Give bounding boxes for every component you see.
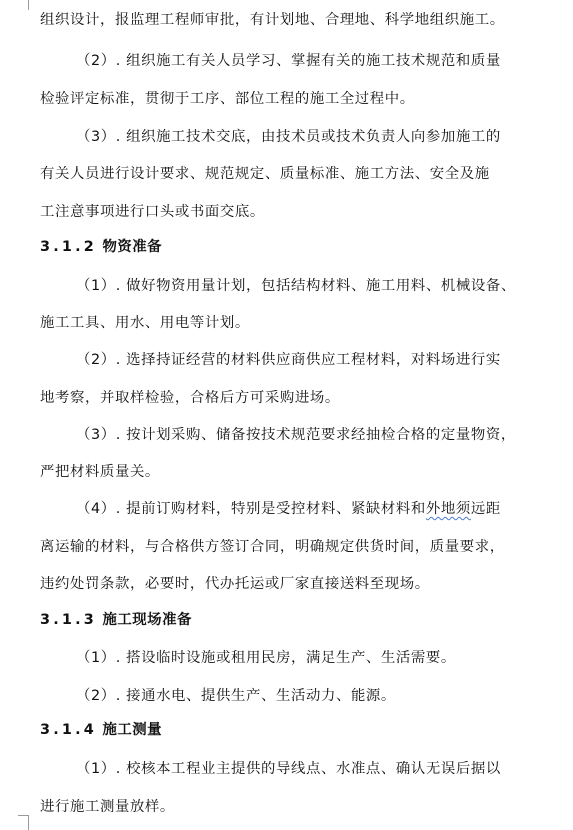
section-number: 3.1.2 — [40, 239, 97, 255]
paragraph-line: （3）. 组织施工技术交底，由技术员或技术负责人向参加施工的 — [76, 129, 501, 145]
spellcheck-flagged-text: 外地须 — [425, 501, 471, 517]
section-number: 3.1.3 — [40, 612, 97, 628]
paragraph-line: （3）. 按计划采购、储备按技术规范要求经抽检合格的定量物资， — [76, 427, 516, 443]
paragraph-line: 地考察，并取样检验，合格后方可采购进场。 — [40, 390, 340, 406]
paragraph-line: （2）. 接通水电、提供生产、生活动力、能源。 — [76, 688, 396, 704]
margin-corner-mark-top — [18, 0, 29, 10]
paragraph-line: 违约处罚条款，必要时，代办托运或厂家直接送料至现场。 — [40, 576, 430, 592]
paragraph-line: 进行施工测量放样。 — [40, 799, 175, 815]
paragraph-line: 有关人员进行设计要求、规范规定、质量标准、施工方法、安全及施 — [40, 166, 490, 182]
section-number: 3.1.4 — [40, 722, 97, 738]
text-run: 远距 — [470, 501, 501, 517]
paragraph-line: 检验评定标准，贯彻于工序、部位工程的施工全过程中。 — [40, 91, 415, 107]
section-title: 物资准备 — [102, 239, 163, 255]
paragraph-line: 施工工具、用水、用电等计划。 — [40, 315, 250, 331]
paragraph-line: （2）. 选择持证经营的材料供应商供应工程材料，对料场进行实 — [76, 352, 501, 368]
section-heading — [40, 237, 162, 257]
paragraph-line: （1）. 做好物资用量计划，包括结构材料、施工用料、机械设备、 — [76, 278, 516, 294]
text-run: （4）. 提前订购材料，特别是受控材料、紧缺材料和 — [76, 501, 426, 517]
paragraph-line: （2）. 组织施工有关人员学习、掌握有关的施工技术规范和质量 — [76, 53, 501, 69]
section-title: 施工现场准备 — [102, 612, 192, 628]
section-heading — [40, 610, 192, 630]
section-title: 施工测量 — [102, 722, 163, 738]
paragraph-line: 离运输的材料，与合格供方签订合同，明确规定供货时间，质量要求， — [40, 539, 505, 555]
paragraph-line: （1）. 搭设临时设施或租用民房，满足生产、生活需要。 — [76, 650, 456, 666]
paragraph-line: 组织设计，报监理工程师审批，有计划地、合理地、科学地组织施工。 — [40, 12, 505, 28]
paragraph-line: 严把材料质量关。 — [40, 464, 160, 480]
paragraph-line — [76, 499, 501, 519]
paragraph-line: （1）. 校核本工程业主提供的导线点、水准点、确认无误后据以 — [76, 761, 501, 777]
margin-corner-mark-bottom — [18, 815, 29, 830]
section-heading — [40, 720, 162, 740]
paragraph-line: 工注意事项进行口头或书面交底。 — [40, 204, 265, 220]
